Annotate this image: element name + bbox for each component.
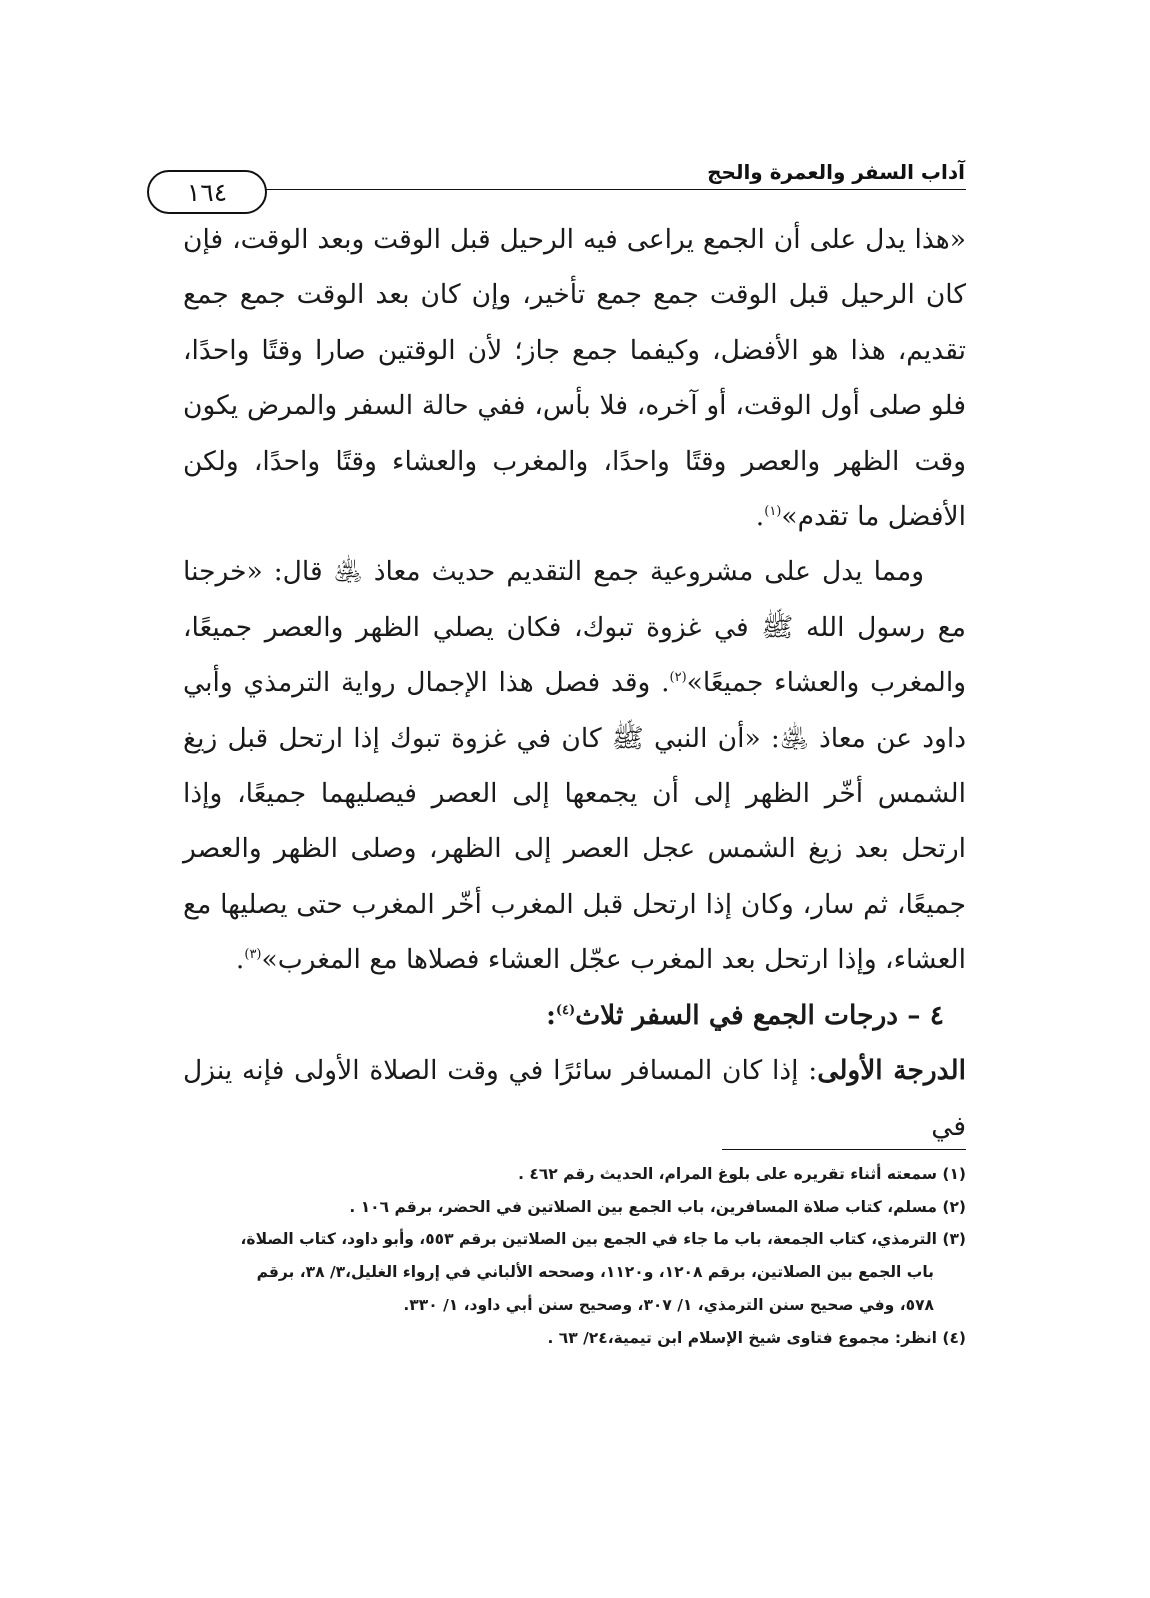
paragraph-2 — [183, 544, 966, 987]
footnote-1: (١) سمعته أثناء تقريره على بلوغ المرام، الحديث رقم ٤٦٢ . — [518, 1165, 966, 1183]
punctuation: . — [755, 501, 765, 533]
footnote-ref-3: (٣) — [244, 947, 262, 963]
footnote-2: (٢) مسلم، كتاب صلاة المسافرين، باب الجمع بين الصلاتين في الحضر، برقم ١٠٦ . — [349, 1197, 966, 1216]
section-heading — [183, 988, 966, 1043]
hadith-text-a: ومما يدل على مشروعية جمع التقديم حديث معاذ ﵁ قال: «خرجنا مع رسول الله ﷺ في غزوة تبوك، فكان يصلي الظهر والعصر جميعًا، والمغرب والعشاء جميعًا» — [183, 556, 966, 699]
paragraph-3 — [183, 1043, 966, 1154]
heading-text: ٤ – درجات الجمع في السفر ثلاث — [575, 999, 944, 1031]
footnote-rule — [722, 1149, 966, 1150]
footnote-4: (٤) انظر: مجموع فتاوى شيخ الإسلام ابن تيمية،٢٤/ ٦٣ . — [547, 1328, 966, 1347]
hadith-text-b: . وقد فصل هذا الإجمال رواية الترمذي وأبي داود عن معاذ ﵁: «أن النبي ﷺ كان في غزوة تبوك إذا ارتحل قبل زيغ الشمس أخّر الظهر إلى أن يجمعها إلى العصر فيصليهما جميعًا، وإذا ارتحل بعد زيغ الشمس عجل العصر إلى الظهر، وصلى الظهر والعصر جميعًا، ثم سار، وكان إذا ارتحل قبل المغرب أخّر المغرب حتى يصليها مع العشاء، وإذا ارتحل بعد المغرب عجّل العشاء فصلاها مع المغرب» — [183, 667, 966, 976]
punctuation: : — [546, 999, 556, 1031]
header-rule — [263, 189, 966, 190]
degree-label: الدرجة الأولى — [817, 1055, 966, 1087]
running-header-title: آداب السفر والعمرة والحج — [707, 160, 965, 184]
page-number-badge — [147, 170, 267, 214]
page-number: ١٦٤ — [186, 177, 228, 207]
footnote-ref-4: (٤) — [555, 1002, 576, 1018]
footnote-ref-1: (١) — [764, 504, 782, 520]
footnote-3-line-2: باب الجمع بين الصلاتين، برقم ١٢٠٨، و١١٢٠، وصححه الألباني في إرواء الغليل،٣/ ٣٨، برقم — [256, 1263, 934, 1282]
footnotes — [183, 1158, 966, 1354]
degree-text: : إذا كان المسافر سائرًا في وقت الصلاة الأولى فإنه ينزل في — [183, 1055, 966, 1142]
paragraph-1 — [183, 212, 966, 544]
footnote-3-line-1: (٣) الترمذي، كتاب الجمعة، باب ما جاء في الجمع بين الصلاتين برقم ٥٥٣، وأبو داود، كتاب الصلاة، — [240, 1230, 966, 1249]
quote-text: «هذا يدل على أن الجمع يراعى فيه الرحيل قبل الوقت وبعد الوقت، فإن كان الرحيل قبل الوقت جمع جمع تأخير، وإن كان بعد الوقت جمع جمع تقديم، هذا هو الأفضل، وكيفما جمع جاز؛ لأن الوقتين صارا وقتًا واحدًا، فلو صلى أول الوقت، أو آخره، فلا بأس، ففي حالة السفر والمرض يكون وقت الظهر والعصر وقتًا واحدًا، والمغرب والعشاء وقتًا واحدًا، ولكن الأفضل ما تقدم» — [183, 224, 966, 533]
main-text — [183, 212, 966, 1154]
footnote-ref-2: (٢) — [669, 670, 687, 686]
punctuation: . — [235, 944, 245, 976]
footnote-3-line-3: ٥٧٨، وفي صحيح سنن الترمذي، ١/ ٣٠٧، وصحيح سنن أبي داود، ١/ ٣٣٠. — [403, 1295, 934, 1314]
